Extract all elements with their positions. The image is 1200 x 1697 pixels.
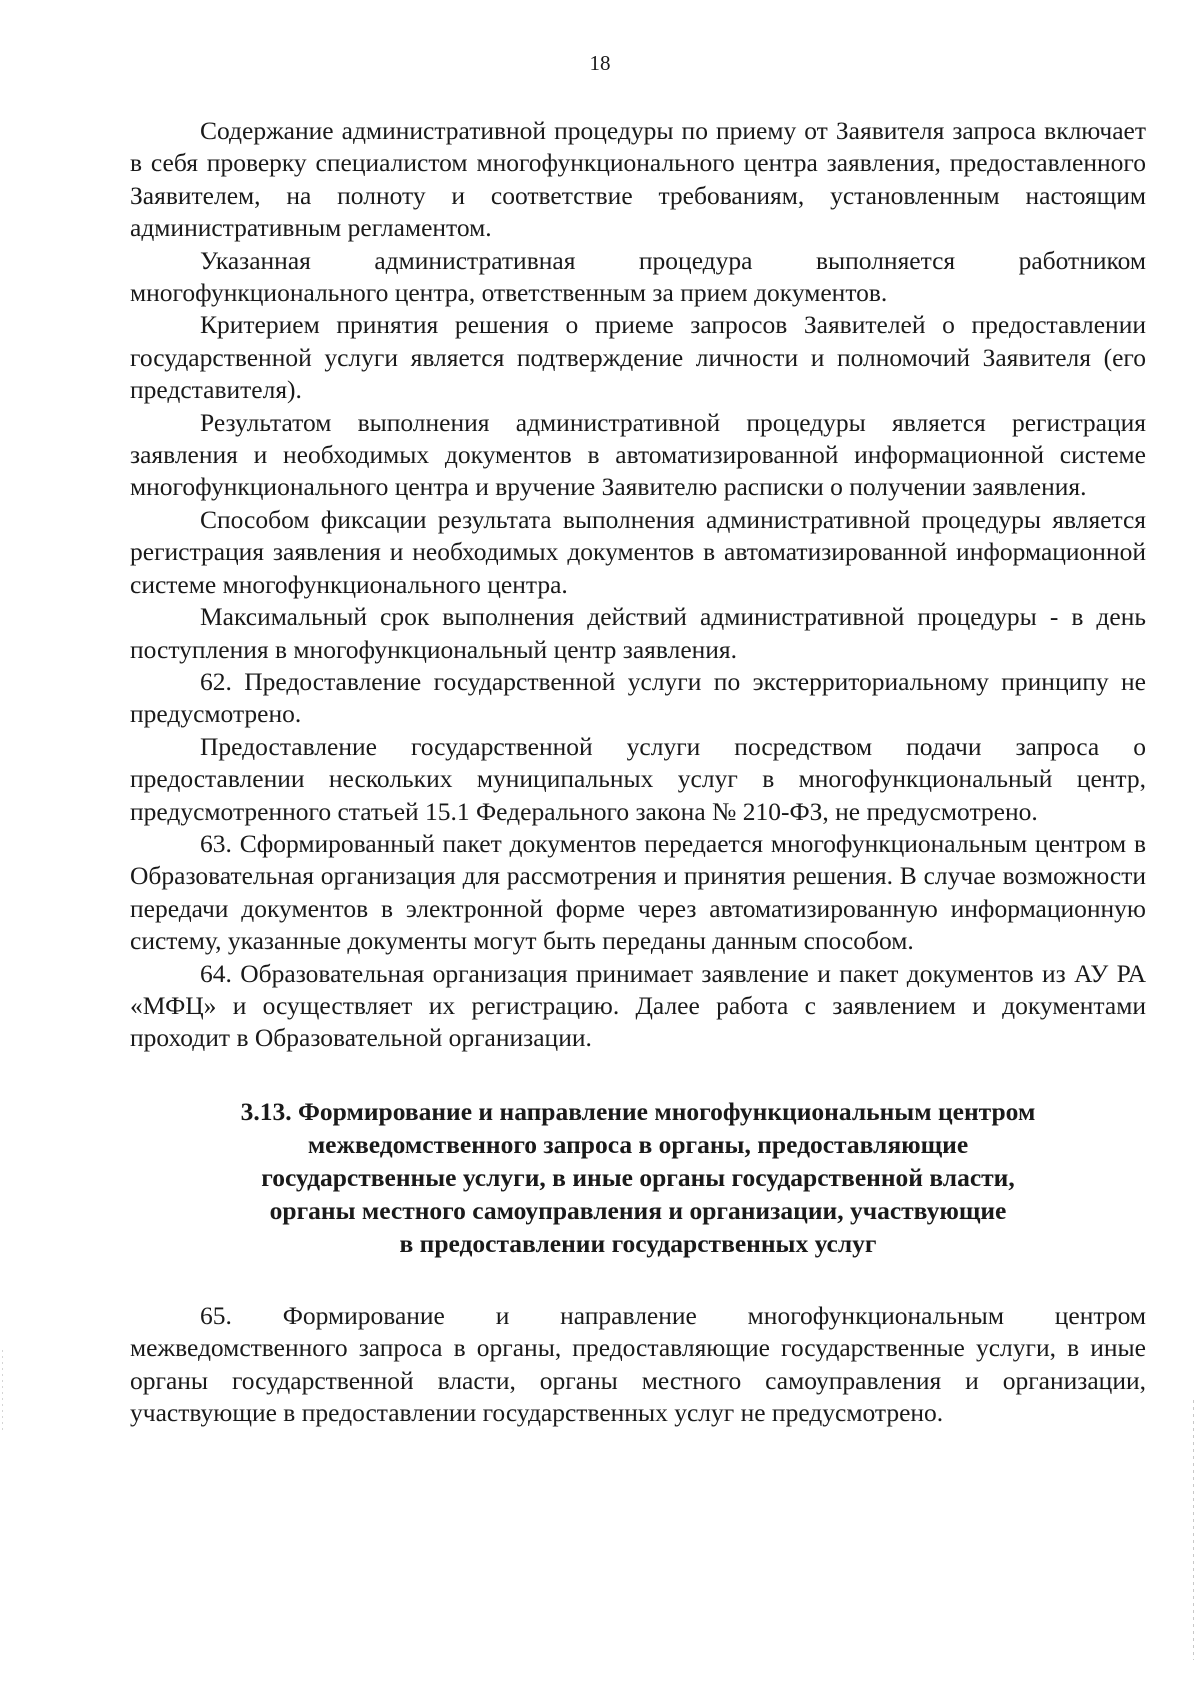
section-heading-3-13 [130,1095,1146,1260]
section-heading-line: органы местного самоуправления и организации, участвующие [269,1195,1007,1225]
section-heading-line: государственные услуги, в иные органы государственной власти, [261,1162,1015,1192]
page-number: 18 [589,51,611,75]
paragraph-multiple-services: Предоставление государственной услуги посредством подачи запроса о предоставлении нескольких муниципальных услуг в многофункциональный центр, предусмотренного статьей 15.1 Федерального закона № 210-ФЗ, не предусмотрено. [130,731,1146,826]
paragraph-decision-criterion: Критерием принятия решения о приеме запросов Заявителей о предоставлении государственной услуги является подтверждение личности и полномочий Заявителя (его представителя). [130,310,1146,405]
document-body [130,115,1146,1429]
section-heading-line: межведомственного запроса в органы, предоставляющие [307,1129,969,1159]
paragraph-procedure-result: Результатом выполнения административной процедуры является регистрация заявления и необходимых документов в автоматизированной информационной системе многофункционального центра и вручение Заявителю расписки о получении заявления. [130,407,1146,502]
scan-edge-artifact [1193,1400,1194,1660]
paragraph-max-term: Максимальный срок выполнения действий административной процедуры - в день поступления в многофункциональный центр заявления. [130,602,1146,664]
scan-edge-artifact-left [2,1350,3,1430]
section-heading-line: в предоставлении государственных услуг [399,1228,877,1258]
paragraph-item-65: 65. Формирование и направление многофункциональным центром межведомственного запроса в органы, предоставляющие государственные услуги, в иные органы государственной власти, органы местного самоуправления и организации, участвующие в предоставлении государственных услуг не предусмотрено. [130,1300,1146,1427]
paragraph-item-63: 63. Сформированный пакет документов передается многофункциональным центром в Образовательная организация для рассмотрения и принятия решения. В случае возможности передачи документов в электронной форме через автоматизированную информационную систему, указанные документы могут быть переданы данным способом. [130,828,1146,956]
paragraph-procedure-content: Содержание административной процедуры по приему от Заявителя запроса включает в себя проверку специалистом многофункционального центра заявления, предоставленного Заявителем, на полноту и соответствие требованиям, установленным настоящим административным регламентом. [130,116,1146,243]
paragraph-item-62: 62. Предоставление государственной услуги по экстерриториальному принципу не предусмотрено. [130,666,1146,729]
paragraph-procedure-executor: Указанная административная процедура выполняется работником многофункционального центра, ответственным за прием документов. [130,245,1146,308]
paragraph-result-fixation: Способом фиксации результата выполнения административной процедуры является регистрация заявления и необходимых документов в автоматизированной информационной системе многофункционального центра. [130,504,1146,599]
paragraph-item-64: 64. Образовательная организация принимает заявление и пакет документов из АУ РА «МФЦ» и осуществляет их регистрацию. Далее работа с заявлением и документами проходит в Образовательной организации. [130,958,1146,1053]
section-heading-line: 3.13. Формирование и направление многофункциональным центром [240,1096,1036,1126]
